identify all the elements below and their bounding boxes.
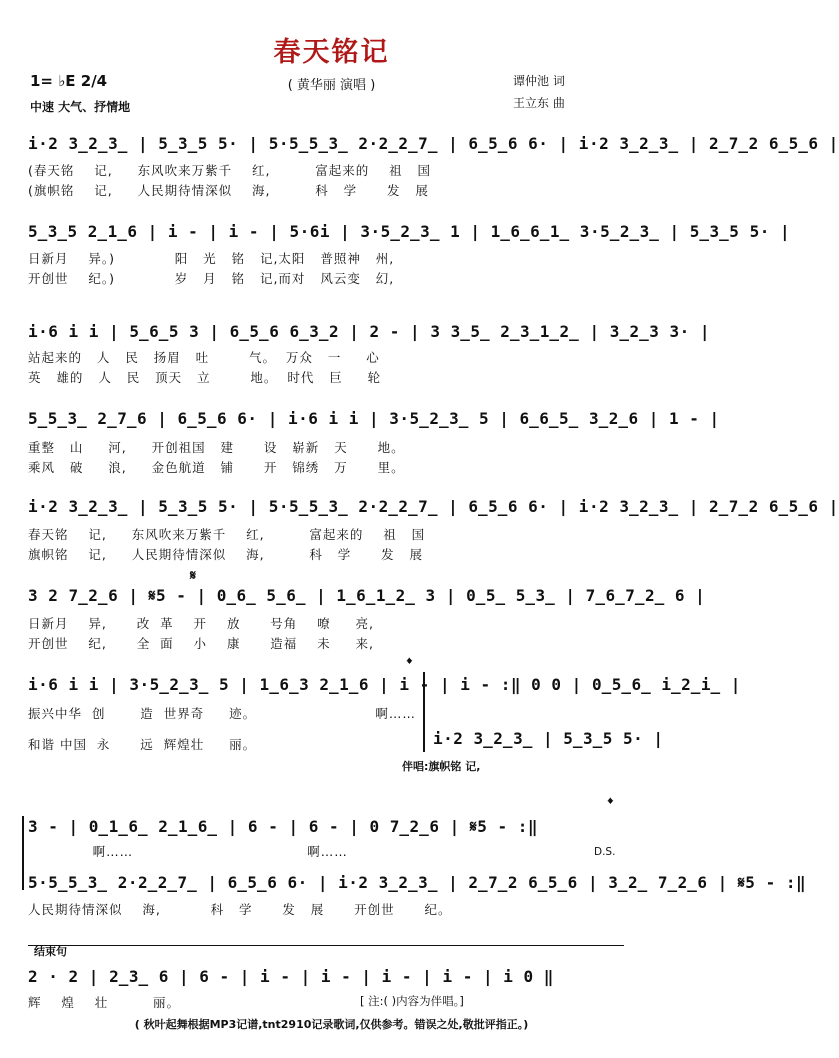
score-line-9 <box>28 873 807 901</box>
notation-line: 2 · 2 | 2̲3̲ 6 | 6 - | i - | i - | i - | i - | i 0 ‖ <box>28 967 554 986</box>
song-title: 春天铭记 <box>273 37 390 68</box>
lyric-line-2a: 日新月 异。) 阳 光 铭 记,太阳 普照神 州, <box>28 251 395 266</box>
lyric-line-4a: 重整 山 河, 开创祖国 建 设 崭新 天 地。 <box>28 440 405 455</box>
lyric-line-8: 啊…… 啊…… <box>28 844 348 859</box>
lyric-line-5a: 春天铭 记, 东风吹来万紫千 红, 富起来的 祖 国 <box>28 527 426 542</box>
score-line-6 <box>28 586 706 614</box>
notation-line: 5·5̲5̲3̲ 2·2̲2̲7̲ | 6̲5̲6 6· | i·2 3̲2̲3̲ | 2̲7̲2 6̲5̲6 | 3̲2̲ 7̲2̲6 | 𝄋5 - :‖ <box>28 873 807 892</box>
lyric-line-3b: 英 雄的 人 民 顶天 立 地。 时代 巨 轮 <box>28 370 382 385</box>
notation-line: 3 2 7̲2̲6 | 𝄋5 - | 0̲6̲ 5̲6̲ | 1̲6̲1̲2̲ 3 | 0̲5̲ 5̲3̲ | 7̲6̲7̲2̲ 6 | <box>28 586 706 605</box>
lyric-line-1b: (旗帜铭 记, 人民期待情深似 海, 科 学 发 展 <box>28 183 429 198</box>
coda-sign: 𝄌 <box>608 796 613 812</box>
score-line-5 <box>28 497 839 525</box>
notation-line: 5̲5̲3̲ 2̲7̲6 | 6̲5̲6 6· | i·6 i i | 3·5̲2̲3̲ 5 | 6̲6̲5̲ 3̲2̲6 | 1 - | <box>28 409 720 428</box>
footer-note: ( 秋叶起舞根据MP3记谱,tnt2910记录歌词,仅供参考。错误之处,敬批评指正。) <box>134 1018 529 1031</box>
ending-label: 结束句 <box>34 945 67 958</box>
notation-line: i·6 i i | 5̲6̲5 3 | 6̲5̲6 6̲3̲2 | 2 - | 3 3̲5̲ 2̲3̲1̲2̲ | 3̲2̲3 3· | <box>28 322 711 341</box>
ds-marking: D.S. <box>594 846 616 858</box>
notation-line: i·2 3̲2̲3̲ | 5̲3̲5 5· | <box>433 729 664 748</box>
notation-line: 3 - | 0̲1̲6̲ 2̲1̲6̲ | 6 - | 6 - | 0 7̲2̲6 | 𝄋5 - :‖ <box>28 817 539 836</box>
system-bracket <box>423 672 425 752</box>
lyric-line-7a: 振兴中华 创 造 世界奇 迹。 啊…… <box>28 706 416 721</box>
lyric-line-2b: 开创世 纪。) 岁 月 铭 记,而对 风云变 幻, <box>28 271 395 286</box>
ending-box <box>28 945 624 946</box>
lyricist: 谭仲池 词 <box>513 74 565 88</box>
key-signature: 1= ♭E 2/4 <box>30 72 108 90</box>
composer: 王立东 曲 <box>513 96 565 110</box>
lyric-line-5b: 旗帜铭 记, 人民期待情深似 海, 科 学 发 展 <box>28 547 424 562</box>
tempo-marking: 中速 大气、抒情地 <box>30 100 131 114</box>
score-line-3 <box>28 322 711 350</box>
accomp-lyric: 伴唱:旗帜铭 记, <box>402 760 481 773</box>
notation-line: i·2 3̲2̲3̲ | 5̲3̲5 5· | 5·5̲5̲3̲ 2·2̲2̲7̲ | 6̲5̲6 6· | i·2 3̲2̲3̲ | 2̲7̲2 6̲5̲6 | <box>28 134 839 153</box>
performer: ( 黄华丽 演唱 ) <box>287 78 376 93</box>
notation-line: i·6 i i | 3·5̲2̲3̲ 5 | 1̲6̲3 2̲1̲6 | i - | i - :‖ 0 0 | 0̲5̲6̲ i̲2̲i̲ | <box>28 675 741 694</box>
lyric-line-4b: 乘风 破 浪, 金色航道 铺 开 锦绣 万 里。 <box>28 460 405 475</box>
score-line-ending <box>28 967 628 995</box>
lyric-line-7b: 和谐 中国 永 远 辉煌壮 丽。 <box>28 737 257 752</box>
score-line-7 <box>28 675 741 703</box>
annotation-note: [ 注:( )内容为伴唱。] <box>360 994 464 1008</box>
notation-line: i·2 3̲2̲3̲ | 5̲3̲5 5· | 5·5̲5̲3̲ 2·2̲2̲7̲ | 6̲5̲6 6· | i·2 3̲2̲3̲ | 2̲7̲2 6̲5̲6 | <box>28 497 839 516</box>
score-line-4 <box>28 409 720 437</box>
lyric-line-6a: 日新月 异, 改 革 开 放 号角 嘹 亮, <box>28 616 375 631</box>
coda-sign: 𝄌 <box>407 656 412 672</box>
system-bracket <box>22 816 24 890</box>
score-line-2 <box>28 222 791 250</box>
score-line-1 <box>28 134 839 162</box>
lyric-line-1a: (春天铭 记, 东风吹来万紫千 红, 富起来的 祖 国 <box>28 163 432 178</box>
lyric-line-6b: 开创世 纪, 全 面 小 康 造福 未 来, <box>28 636 375 651</box>
accomp-score-line <box>433 729 664 757</box>
lyric-line-ending: 辉 煌 壮 丽。 <box>28 995 181 1010</box>
lyric-line-3a: 站起来的 人 民 扬眉 吐 气。 万众 一 心 <box>28 350 380 365</box>
notation-line: 5̲3̲5 2̲1̲6 | i - | i - | 5·6i | 3·5̲2̲3̲ 1 | 1̲6̲6̲1̲ 3·5̲2̲3̲ | 5̲3̲5 5· | <box>28 222 791 241</box>
lyric-line-9: 人民期待情深似 海, 科 学 发 展 开创世 纪。 <box>28 902 452 917</box>
segno-sign: 𝄋 <box>190 568 197 584</box>
score-line-8 <box>28 817 628 845</box>
